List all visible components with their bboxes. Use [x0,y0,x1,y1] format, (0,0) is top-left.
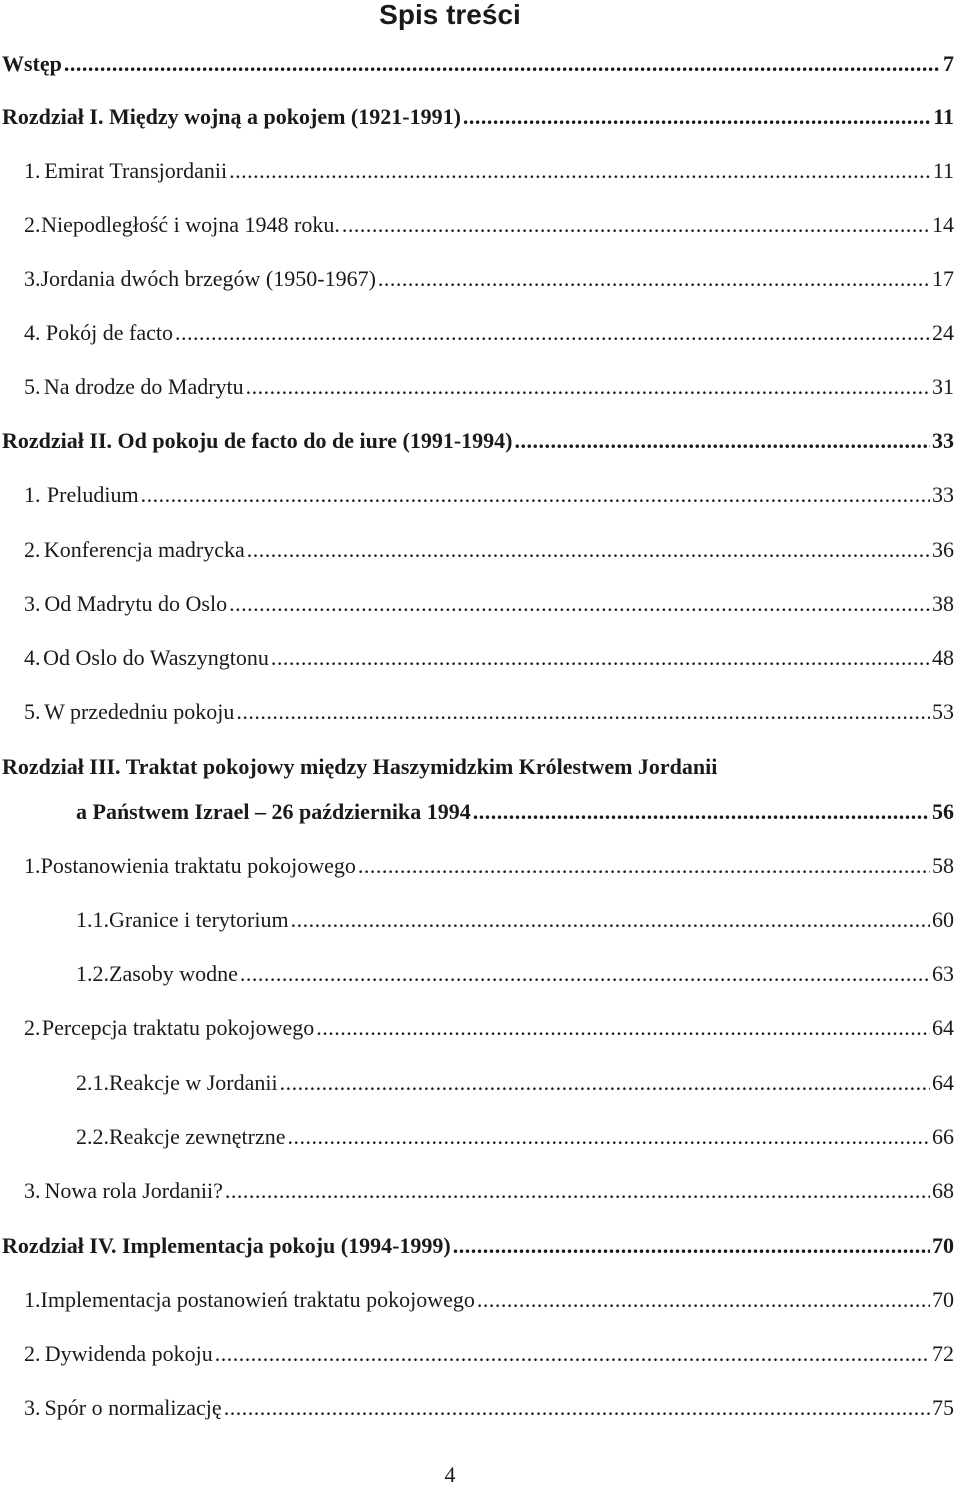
dot-leader [229,156,931,186]
dot-leader [288,1122,931,1152]
entry-title: a Państwem Izrael – 26 października 1994 [76,799,471,824]
dot-leader [236,697,930,727]
dot-leader [240,959,930,989]
entry-page: 64 [932,1015,954,1040]
entry-page: 70 [932,1287,954,1312]
entry-number: 5. [24,699,41,724]
entry-title: Preludium [46,482,139,507]
entry-page: 60 [932,907,954,932]
entry-number: 3. [24,266,41,291]
toc-entry[interactable] [24,1285,954,1315]
entry-page: 33 [932,482,954,507]
dot-leader [291,905,930,935]
dot-leader [271,643,930,673]
page-number: 4 [444,1462,456,1487]
entry-page: 36 [932,537,954,562]
entry-title: Jordania dwóch brzegów (1950-1967) [40,266,376,291]
toc-entry-chapter-2[interactable] [2,426,954,456]
dot-leader [342,210,930,240]
entry-title: Niepodległość i wojna 1948 roku. [41,212,340,237]
entry-title: Dywidenda pokoju [44,1341,213,1366]
entry-page: 56 [932,799,954,824]
toc-entry-sub[interactable] [76,959,954,989]
dot-leader [64,49,941,79]
entry-number: 4. [24,320,41,345]
entry-number: 4. [24,645,41,670]
entry-page: 11 [933,104,954,129]
toc-entry-sub[interactable] [76,905,954,935]
toc-entry[interactable] [24,851,954,881]
dot-leader [477,1285,930,1315]
dot-leader [141,480,930,510]
entry-title: Postanowienia traktatu pokojowego [40,853,356,878]
entry-title: Na drodze do Madrytu [43,374,244,399]
entry-page: 48 [932,645,954,670]
entry-title: Od Madrytu do Oslo [44,591,228,616]
entry-title: Od Oslo do Waszyngtonu [43,645,269,670]
entry-page: 17 [932,266,954,291]
toc-entry[interactable] [24,589,954,619]
toc-entry[interactable] [24,318,954,348]
entry-page: 38 [932,591,954,616]
entry-title: Konferencja madrycka [43,537,245,562]
toc-entry-intro[interactable] [2,49,954,79]
entry-title: Pokój de facto [45,320,174,345]
dot-leader [378,264,930,294]
toc-entry[interactable] [24,697,954,727]
toc-entry[interactable] [24,372,954,402]
dot-leader [463,102,931,132]
entry-page: 58 [932,853,954,878]
entry-number: 3. [24,1178,41,1203]
entry-title: Rozdział I. Między wojną a pokojem (1921-1991) [2,104,461,129]
entry-page: 75 [932,1395,954,1420]
entry-page: 68 [932,1178,954,1203]
dot-leader [280,1068,930,1098]
dot-leader [358,851,930,881]
entry-page: 53 [932,699,954,724]
entry-number: 2. [24,1015,41,1040]
dot-leader [246,372,930,402]
entry-title: Rozdział II. Od pokoju de facto do de iure (1991-1994) [2,428,513,453]
entry-number: 1. [24,853,41,878]
dot-leader [215,1339,930,1369]
toc-entry-chapter-1[interactable] [2,102,954,132]
dot-leader [473,797,930,827]
entry-number: 2. [24,1341,41,1366]
entry-number: 1. [24,1287,41,1312]
entry-page: 11 [932,158,954,183]
toc-entry[interactable] [24,643,954,673]
entry-number: 1. [24,158,41,183]
entry-page: 14 [932,212,954,237]
entry-title: Zasoby wodne [109,961,238,986]
entry-title: Emirat Transjordanii [44,158,228,183]
entry-number: 3. [24,1395,41,1420]
entry-title: Nowa rola Jordanii? [44,1178,223,1203]
entry-title: W przededniu pokoju [44,699,235,724]
entry-page: 64 [932,1070,954,1095]
entry-number: 1.2. [76,961,109,986]
toc-heading: Spis treści [379,0,521,30]
entry-page: 66 [932,1124,954,1149]
toc-entry-chapter-3-line1[interactable]: Rozdział III. Traktat pokojowy między Haszymidzkim Królestwem Jordanii [2,754,718,779]
toc-entry[interactable] [24,1393,954,1423]
toc-entry[interactable] [24,480,954,510]
entry-page: 63 [932,961,954,986]
entry-page: 31 [932,374,954,399]
dot-leader [316,1013,930,1043]
toc-entry[interactable] [24,1176,954,1206]
entry-number: 3. [24,591,41,616]
dot-leader [515,426,931,456]
dot-leader [224,1393,930,1423]
entry-title: Granice i terytorium [109,907,289,932]
entry-title: Rozdział IV. Implementacja pokoju (1994-1999) [2,1233,451,1258]
entry-page: 72 [932,1341,954,1366]
toc-entry[interactable] [24,1013,954,1043]
toc-entry-chapter-3[interactable] [76,797,954,827]
toc-entry-chapter-4[interactable] [2,1231,954,1261]
entry-page: 70 [932,1233,954,1258]
toc-entry-sub[interactable] [76,1122,954,1152]
dot-leader [453,1231,930,1261]
dot-leader [247,535,930,565]
entry-page: 24 [932,320,954,345]
entry-number: 2. [24,212,41,237]
entry-number: 1. [24,482,41,507]
entry-page: 7 [943,51,954,76]
entry-title: Implementacja postanowień traktatu pokojowego [40,1287,475,1312]
dot-leader [229,589,930,619]
entry-number: 2.1. [76,1070,109,1095]
entry-title: Wstęp [2,51,62,76]
entry-number: 1.1. [76,907,109,932]
toc-entry[interactable] [24,210,954,240]
toc-entry[interactable] [24,1339,954,1369]
entry-number: 5. [24,374,41,399]
dot-leader [175,318,930,348]
dot-leader [225,1176,930,1206]
toc-entry-sub[interactable] [76,1068,954,1098]
entry-title: Reakcje w Jordanii [109,1070,278,1095]
entry-page: 33 [932,428,954,453]
entry-title: Reakcje zewnętrzne [109,1124,286,1149]
toc-entry[interactable] [24,156,954,186]
entry-title: Percepcja traktatu pokojowego [41,1015,315,1040]
entry-number: 2. [24,537,41,562]
entry-title: Spór o normalizację [44,1395,222,1420]
entry-number: 2.2. [76,1124,109,1149]
toc-entry[interactable] [24,264,954,294]
toc-entry[interactable] [24,535,954,565]
